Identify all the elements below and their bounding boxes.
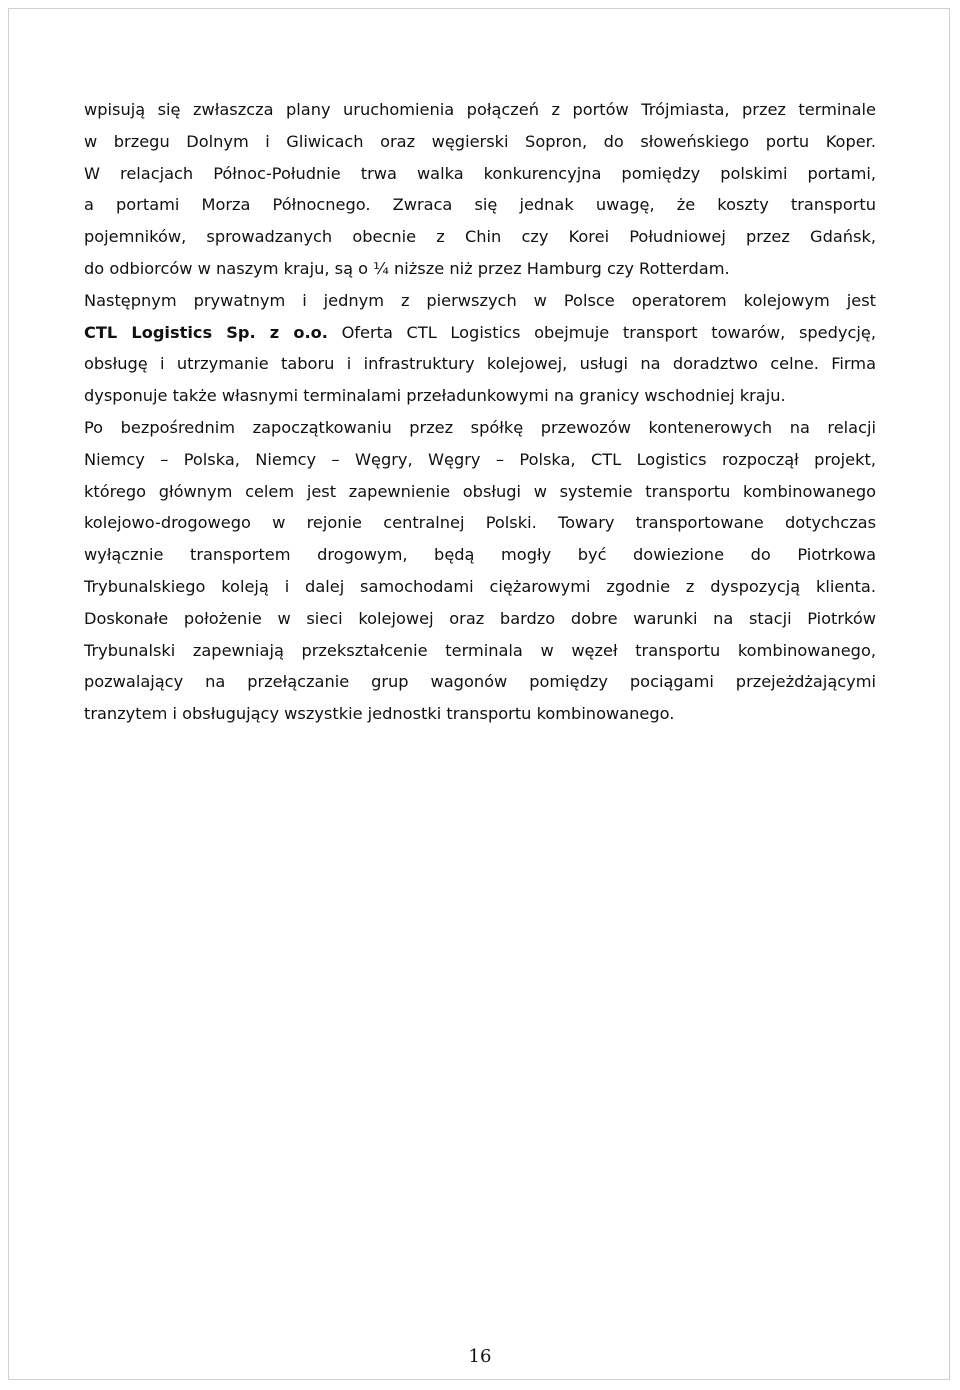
text-line: dysponuje także własnymi terminalami przeładunkowymi na granicy wschodniej kraju. bbox=[84, 386, 786, 406]
text-line: Doskonałe położenie w sieci kolejowej oraz bardzo dobre warunki na stacji Piotrków bbox=[84, 608, 876, 628]
text-line: Po bezpośrednim zapoczątkowaniu przez spółkę przewozów kontenerowych na relacji bbox=[84, 417, 876, 437]
text-line: w brzegu Dolnym i Gliwicach oraz węgierski Sopron, do słoweńskiego portu Koper. bbox=[84, 131, 876, 151]
page-number: 16 bbox=[468, 1346, 492, 1367]
text-line: W relacjach Północ-Południe trwa walka konkurencyjna pomiędzy polskimi portami, bbox=[84, 163, 876, 183]
company-name: CTL Logistics Sp. z o.o. bbox=[84, 322, 328, 342]
company-offer-text: Oferta CTL Logistics obejmuje transport towarów, spedycję, bbox=[341, 322, 876, 342]
text-line: Niemcy – Polska, Niemcy – Węgry, Węgry – Polska, CTL Logistics rozpoczął projekt, bbox=[84, 449, 876, 469]
body-text bbox=[84, 94, 876, 730]
text-line: do odbiorców w naszym kraju, są o ¼ niższe niż przez Hamburg czy Rotterdam. bbox=[84, 258, 730, 278]
text-line: wyłącznie transportem drogowym, będą mogły być dowiezione do Piotrkowa bbox=[84, 545, 876, 565]
text-line: Trybunalski zapewniają przekształcenie terminala w węzeł transportu kombinowanego, bbox=[84, 640, 876, 660]
text-line: Następnym prywatnym i jednym z pierwszych w Polsce operatorem kolejowym jest bbox=[84, 290, 876, 310]
text-line: Trybunalskiego koleją i dalej samochodami ciężarowymi zgodnie z dyspozycją klienta. bbox=[84, 576, 876, 596]
text-line-company bbox=[84, 317, 876, 349]
text-line: pozwalający na przełączanie grup wagonów pomiędzy pociągami przejeżdżającymi bbox=[84, 672, 876, 692]
text-line: wpisują się zwłaszcza plany uruchomienia połączeń z portów Trójmiasta, przez terminale bbox=[84, 100, 876, 119]
text-line: a portami Morza Północnego. Zwraca się jednak uwagę, że koszty transportu bbox=[84, 195, 876, 215]
text-line: pojemników, sprowadzanych obecnie z Chin czy Korei Południowej przez Gdańsk, bbox=[84, 227, 876, 247]
text-line: obsługę i utrzymanie taboru i infrastruktury kolejowej, usługi na doradztwo celne. Firma bbox=[84, 354, 876, 374]
text-line: którego głównym celem jest zapewnienie obsługi w systemie transportu kombinowanego bbox=[84, 481, 876, 501]
text-line: tranzytem i obsługujący wszystkie jednostki transportu kombinowanego. bbox=[84, 704, 675, 724]
text-line: kolejowo-drogowego w rejonie centralnej Polski. Towary transportowane dotychczas bbox=[84, 513, 876, 533]
